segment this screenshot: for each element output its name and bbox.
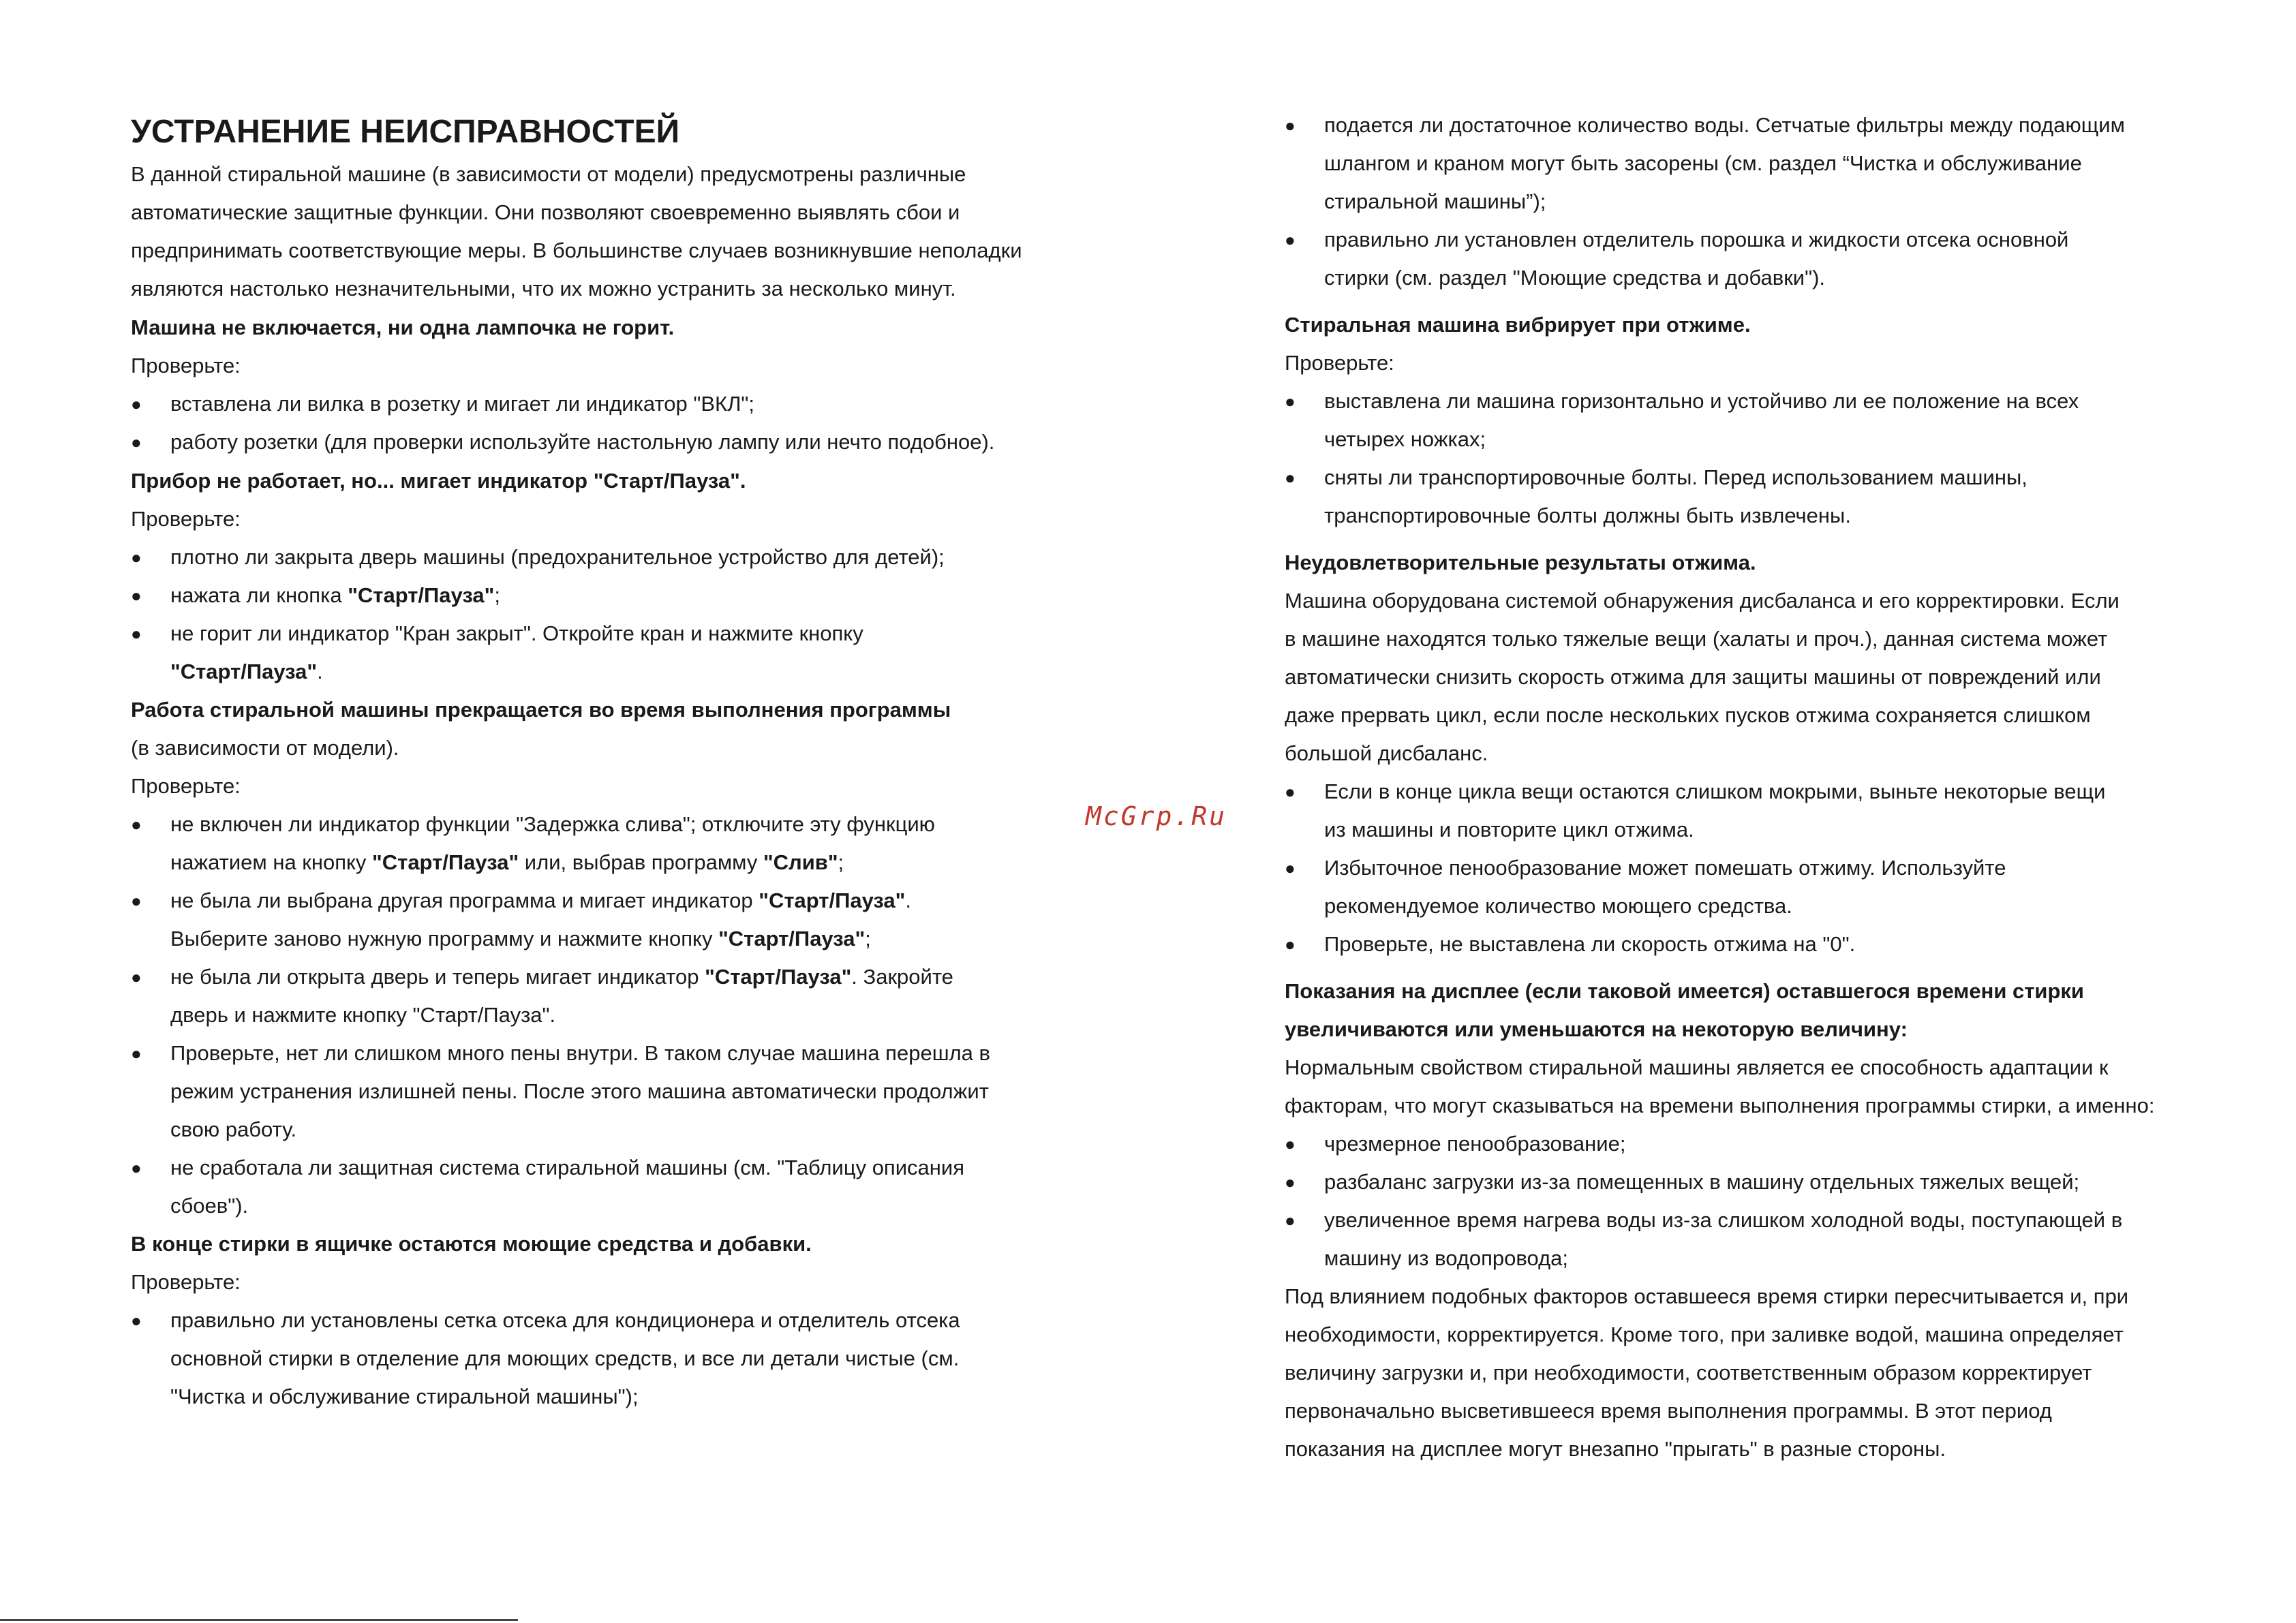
bullet-text: вставлена ли вилка в розетку и мигает ли индикатор "ВКЛ";: [170, 392, 755, 416]
section-heading-display: увеличиваются или уменьшаются на некоторую величину:: [1285, 1017, 1908, 1041]
paragraph-line: большой дисбаланс.: [1285, 741, 1488, 765]
bullet-icon: ●: [1285, 934, 1296, 955]
bullet-text: [170, 849, 844, 876]
text-span-bold: "Старт/Пауза": [705, 965, 852, 989]
bullet-text: не сработала ли защитная система стиральной машины (см. "Таблицу описания: [170, 1156, 964, 1179]
bullet-text: плотно ли закрыта дверь машины (предохранительное устройство для детей);: [170, 545, 945, 569]
bullet-icon: ●: [1285, 230, 1296, 250]
section-heading-detergent: В конце стирки в ящичке остаются моющие средства и добавки.: [131, 1232, 812, 1256]
text-span: или, выбрав программу: [519, 850, 763, 874]
bullet-text: чрезмерное пенообразование;: [1324, 1132, 1626, 1156]
section-heading-spin: Неудовлетворительные результаты отжима.: [1285, 551, 1756, 574]
bullet-text: [170, 925, 871, 953]
bullet-text: не включен ли индикатор функции "Задержка слива"; отключите эту функцию: [170, 812, 935, 836]
text-span: ;: [838, 850, 844, 874]
text-span: не была ли выбрана другая программа и мигает индикатор: [170, 888, 759, 912]
text-span: нажатием на кнопку: [170, 850, 373, 874]
paragraph-line: автоматически снизить скорость отжима для защиты машины от повреждений или: [1285, 665, 2101, 689]
bullet-icon: ●: [131, 1310, 142, 1331]
bullet-text: стиральной машины”);: [1324, 189, 1546, 213]
bullet-icon: ●: [1285, 115, 1296, 136]
text-span: .: [905, 888, 911, 912]
paragraph-line: Под влиянием подобных факторов оставшееся время стирки пересчитывается и, при: [1285, 1284, 2129, 1308]
bullet-text: Проверьте, нет ли слишком много пены внутри. В таком случае машина перешла в: [170, 1041, 990, 1065]
bullet-icon: ●: [1285, 391, 1296, 412]
bullet-text: работу розетки (для проверки используйте настольную лампу или нечто подобное).: [170, 430, 995, 454]
bullet-text: сняты ли транспортировочные болты. Перед использованием машины,: [1324, 465, 2027, 489]
bullet-text: подается ли достаточное количество воды. Сетчатые фильтры между подающим: [1324, 113, 2125, 137]
bullet-text: разбаланс загрузки из-за помещенных в машину отдельных тяжелых вещей;: [1324, 1170, 2080, 1194]
bullet-text: рекомендуемое количество моющего средства.: [1324, 894, 1792, 918]
bullet-text: [170, 963, 953, 991]
text-span: ;: [494, 583, 500, 607]
bullet-icon: ●: [131, 1158, 142, 1178]
bullet-icon: ●: [1285, 1134, 1296, 1154]
bullet-icon: ●: [1285, 782, 1296, 802]
bullet-icon: ●: [131, 547, 142, 568]
section-subheading: (в зависимости от модели).: [131, 736, 399, 760]
check-label: Проверьте:: [131, 774, 241, 798]
paragraph-line: факторам, что могут сказываться на времени выполнения программы стирки, а именно:: [1285, 1094, 2155, 1117]
bullet-text: сбоев").: [170, 1194, 249, 1218]
bullet-text: не горит ли индикатор "Кран закрыт". Откройте кран и нажмите кнопку: [170, 621, 863, 645]
bullet-text: из машины и повторите цикл отжима.: [1324, 818, 1694, 841]
bullet-icon: ●: [131, 623, 142, 644]
bullet-text: [170, 658, 323, 685]
text-span-bold: "Старт/Пауза": [372, 850, 519, 874]
text-span-bold: "Старт/Пауза": [718, 927, 866, 950]
bullet-icon: ●: [1285, 467, 1296, 488]
watermark-logo: McGrp.Ru: [1086, 801, 1227, 831]
bullet-icon: ●: [131, 891, 142, 911]
bullet-icon: ●: [131, 585, 142, 606]
paragraph-line: первоначально высветившееся время выполнения программы. В этот период: [1285, 1399, 2052, 1423]
paragraph-line: показания на дисплее могут внезапно "прыгать" в разные стороны.: [1285, 1437, 1946, 1461]
section-heading-stops: Работа стиральной машины прекращается во время выполнения программы: [131, 698, 951, 722]
bullet-text: увеличенное время нагрева воды из-за слишком холодной воды, поступающей в: [1324, 1208, 2123, 1232]
text-span-bold: "Слив": [763, 850, 838, 874]
intro-line: являются настолько незначительными, что их можно устранить за несколько минут.: [131, 277, 956, 300]
bullet-icon: ●: [1285, 1210, 1296, 1231]
intro-line: В данной стиральной машине (в зависимости от модели) предусмотрены различные: [131, 162, 966, 186]
section-heading-start-pause-blink: Прибор не работает, но... мигает индикатор "Старт/Пауза".: [131, 469, 746, 493]
text-span: Выберите заново нужную программу и нажмите кнопку: [170, 927, 719, 950]
bullet-icon: ●: [131, 814, 142, 835]
bullet-icon: ●: [1285, 858, 1296, 878]
intro-line: предпринимать соответствующие меры. В большинстве случаев возникнувшие неполадки: [131, 238, 1022, 262]
bullet-text: Если в конце цикла вещи остаются слишком мокрыми, выньте некоторые вещи: [1324, 779, 2106, 803]
section-heading-vibration: Стиральная машина вибрирует при отжиме.: [1285, 313, 1751, 337]
bullet-text: [170, 582, 500, 609]
section-heading-display: Показания на дисплее (если таковой имеется) оставшегося времени стирки: [1285, 979, 2084, 1003]
text-span-bold: "Старт/Пауза": [759, 888, 906, 912]
bullet-text: транспортировочные болты должны быть извлечены.: [1324, 504, 1851, 527]
text-span: . Закройте: [851, 965, 953, 989]
bullet-text: выставлена ли машина горизонтально и устойчиво ли ее положение на всех: [1324, 389, 2079, 413]
text-span-bold: "Старт/Пауза": [170, 660, 318, 683]
bullet-text: режим устранения излишней пены. После этого машина автоматически продолжит: [170, 1079, 989, 1103]
bullet-text: правильно ли установлены сетка отсека для кондиционера и отделитель отсека: [170, 1308, 960, 1332]
paragraph-line: необходимости, корректируется. Кроме того, при заливке водой, машина определяет: [1285, 1323, 2124, 1346]
bullet-text: Избыточное пенообразование может помешать отжиму. Используйте: [1324, 856, 2006, 880]
bullet-icon: ●: [131, 967, 142, 987]
paragraph-line: Машина оборудована системой обнаружения дисбаланса и его корректировки. Если: [1285, 589, 2119, 613]
bullet-text: шлангом и краном могут быть засорены (см. раздел “Чистка и обслуживание: [1324, 151, 2082, 175]
check-label: Проверьте:: [131, 354, 241, 377]
text-span: нажата ли кнопка: [170, 583, 348, 607]
bullet-text: стирки (см. раздел "Моющие средства и добавки").: [1324, 266, 1826, 290]
text-span: не была ли открыта дверь и теперь мигает индикатор: [170, 965, 705, 989]
check-label: Проверьте:: [131, 1270, 241, 1294]
page-title: УСТРАНЕНИЕ НЕИСПРАВНОСТЕЙ: [131, 114, 680, 150]
bullet-text: дверь и нажмите кнопку "Старт/Пауза".: [170, 1003, 556, 1027]
bullet-text: свою работу.: [170, 1117, 297, 1141]
bullet-text: правильно ли установлен отделитель порошка и жидкости отсека основной: [1324, 228, 2069, 251]
intro-line: автоматические защитные функции. Они позволяют своевременно выявлять сбои и: [131, 200, 960, 224]
bullet-icon: ●: [131, 432, 142, 452]
bullet-text: "Чистка и обслуживание стиральной машины");: [170, 1385, 639, 1408]
bullet-text: Проверьте, не выставлена ли скорость отжима на "0".: [1324, 932, 1856, 956]
text-span: .: [317, 660, 323, 683]
check-label: Проверьте:: [1285, 351, 1394, 375]
bullet-text: машину из водопровода;: [1324, 1246, 1569, 1270]
bullet-icon: ●: [131, 1043, 142, 1064]
footer-divider: [0, 1619, 518, 1621]
paragraph-line: Нормальным свойством стиральной машины является ее способность адаптации к: [1285, 1055, 2109, 1079]
bullet-text: [170, 887, 911, 914]
paragraph-line: даже прервать цикл, если после нескольких пусков отжима сохраняется слишком: [1285, 703, 2091, 727]
bullet-text: основной стирки в отделение для моющих средств, и все ли детали чистые (см.: [170, 1346, 960, 1370]
paragraph-line: в машине находятся только тяжелые вещи (халаты и проч.), данная система может: [1285, 627, 2108, 651]
bullet-icon: ●: [1285, 1172, 1296, 1192]
bullet-text: четырех ножках;: [1324, 427, 1486, 451]
paragraph-line: величину загрузки и, при необходимости, соответственным образом корректирует: [1285, 1361, 2092, 1385]
check-label: Проверьте:: [131, 507, 241, 531]
section-heading-no-power: Машина не включается, ни одна лампочка не горит.: [131, 315, 675, 339]
text-span: ;: [865, 927, 871, 950]
text-span-bold: "Старт/Пауза": [348, 583, 495, 607]
bullet-icon: ●: [131, 394, 142, 414]
